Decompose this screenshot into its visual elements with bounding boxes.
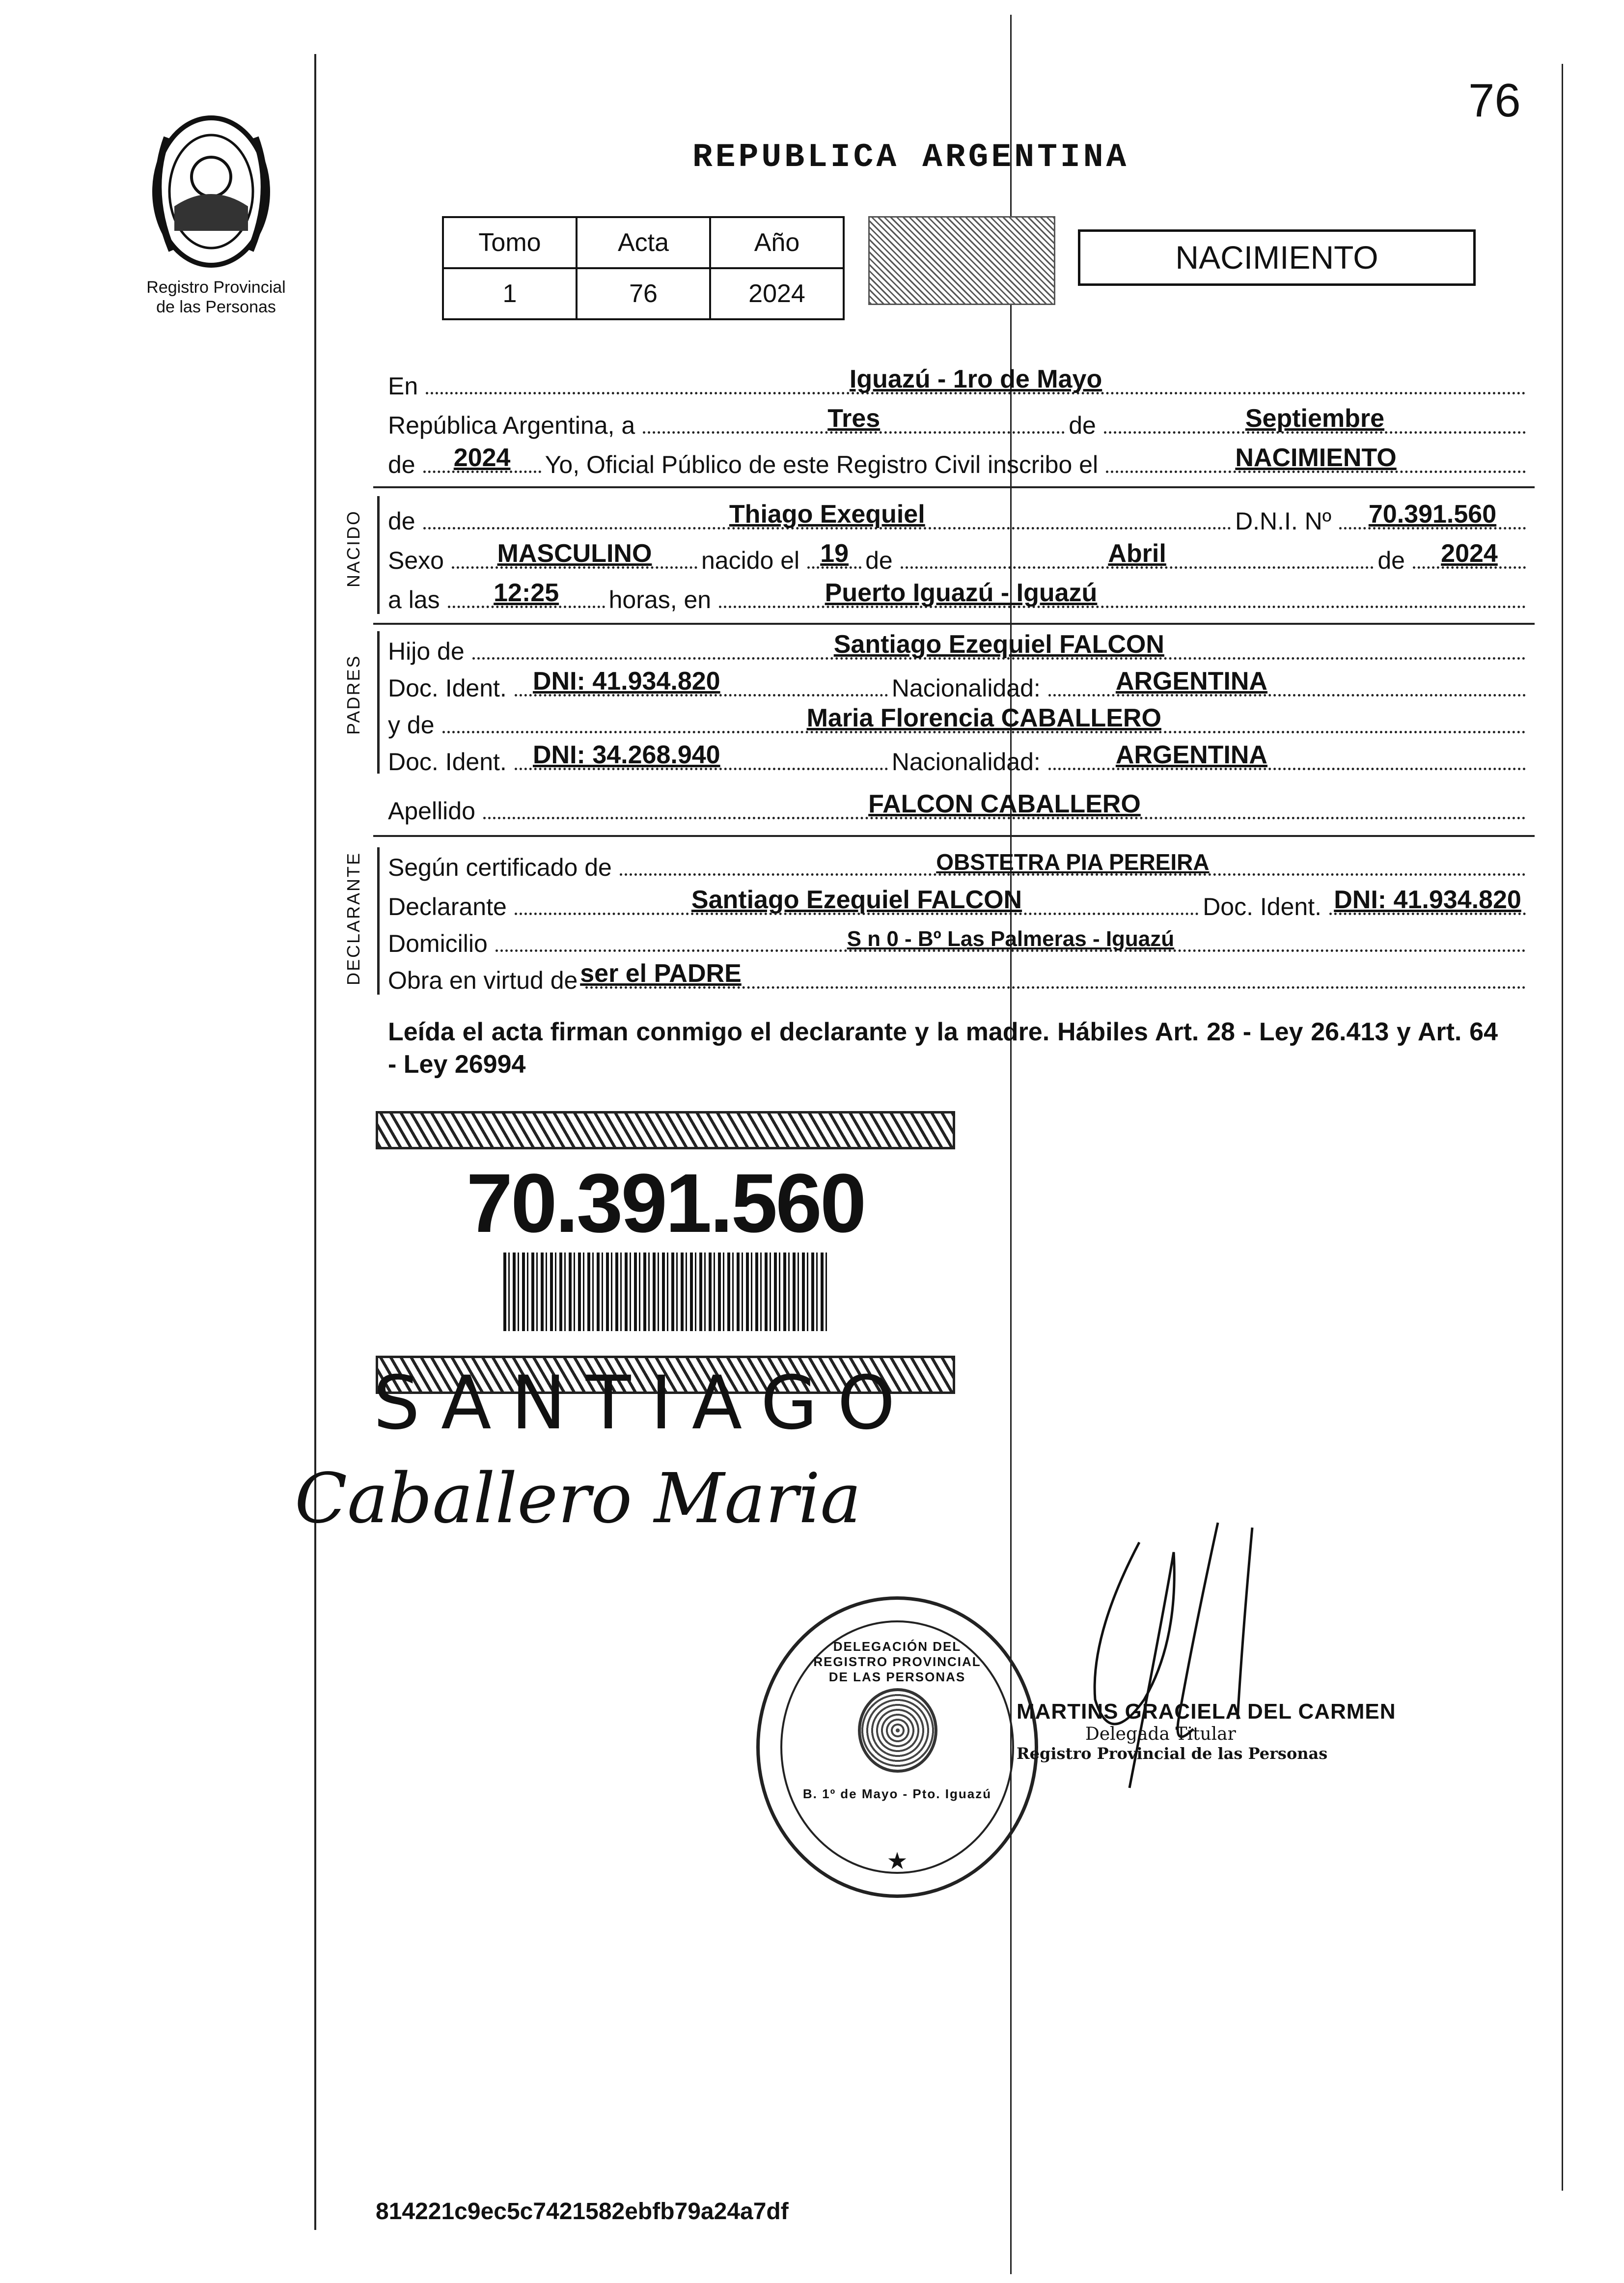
place-of-registry: Iguazú - 1ro de Mayo [849,365,1102,393]
birth-place: Puerto Iguazú - Iguazú [825,579,1098,607]
row-certificate: Según certificado de OBSTETRA PIA PEREIRA [388,847,1530,882]
birth-day: 19 [820,539,849,568]
signatory-org: Registro Provincial de las Personas [1017,1744,1328,1763]
official-seal [756,1596,1038,1898]
section-label-padres: PADRES [343,654,363,735]
row-father: Hijo de Santiago Ezequiel FALCON [388,631,1530,666]
barcode-icon [503,1253,827,1331]
row-domicile: Domicilio S n 0 - Bº Las Palmeras - Iguazú [388,923,1530,958]
fold-line [1010,15,1012,2274]
child-surname: FALCON CABALLERO [868,790,1141,818]
child-sex: MASCULINO [497,539,652,568]
nacido-bracket [377,496,380,614]
row-mother: y de Maria Florencia CABALLERO [388,705,1530,739]
signatory-role: Delegada Titular [1085,1724,1236,1744]
seal-inner-text: B. 1º de Mayo - Pto. Iguazú [802,1786,992,1801]
row-sex-birth: Sexo MASCULINO nacido el 19 de Abril de 2024 [388,540,1530,575]
row-obra: Obra en virtud de ser el PADRE [388,960,1530,995]
misiones-coat-of-arms-icon [138,108,285,275]
declarante-bracket [377,847,380,995]
row-time-place: a las 12:25 horas, en Puerto Iguazú - Iguazú [388,580,1530,614]
divider-2 [373,623,1535,625]
divider-3 [373,835,1535,837]
right-margin-line [1562,64,1563,2191]
act-type-box: NACIMIENTO [1078,229,1476,286]
barcode-number: 70.391.560 [466,1157,865,1250]
row-inscribo: de 2024 Yo, Oficial Público de este Registro Civil inscribo el NACIMIENTO [388,445,1530,479]
seal-star-icon: ★ [886,1848,908,1874]
row-mother-doc: Doc. Ident. DNI: 34.268.940 Nacionalidad: ARGENTINA [388,742,1530,776]
child-dni: 70.391.560 [1368,500,1497,529]
tomo-value: 1 [443,268,577,319]
seal-ring-text: DELEGACIÓN DEL REGISTRO PROVINCIAL DE LAS PERSONAS [813,1639,981,1684]
tomo-header: Tomo [443,217,577,268]
father-name: Santiago Ezequiel FALCON [833,630,1164,659]
security-band-top [376,1111,955,1149]
registry-month: Septiembre [1245,404,1385,433]
divider-1 [373,486,1535,488]
padres-bracket [377,631,380,774]
logo-caption: Registro Provincial de las Personas [146,278,286,316]
row-date: República Argentina, a Tres de Septiembre [388,405,1530,440]
acta-value: 76 [577,268,710,319]
anio-value: 2024 [710,268,844,319]
declarant-capacity: ser el PADRE [580,959,742,988]
document-hash: 814221c9ec5c7421582ebfb79a24a7df [376,2199,789,2225]
document-title: REPUBLICA ARGENTINA [692,139,1129,176]
section-label-declarante: DECLARANTE [343,851,363,985]
row-father-doc: Doc. Ident. DNI: 41.934.820 Nacionalidad: ARGENTINA [388,668,1530,702]
section-label-nacido: NACIDO [343,509,363,587]
signatory-block [1017,1699,1396,1763]
child-name: Thiago Exequiel [729,500,925,529]
mother-doc: DNI: 34.268.940 [533,741,720,769]
registry-year: 2024 [453,444,511,472]
reference-table [442,216,845,320]
anio-header: Año [710,217,844,268]
mother-nationality: ARGENTINA [1115,741,1267,769]
father-nationality: ARGENTINA [1115,667,1267,696]
birth-year: 2024 [1441,539,1498,568]
birth-month: Abril [1108,539,1166,568]
declarant-domicile: S n 0 - Bº Las Palmeras - Iguazú [847,927,1175,951]
declarant-doc: DNI: 41.934.820 [1334,886,1521,914]
birth-time: 12:25 [494,579,559,607]
act-kind: NACIMIENTO [1235,444,1397,472]
barcode-block [376,1111,955,1394]
signatory-name: MARTINS GRACIELA DEL CARMEN [1017,1699,1396,1724]
row-surname: Apellido FALCON CABALLERO [388,791,1530,825]
father-doc: DNI: 41.934.820 [533,667,720,696]
row-declarant: Declarante Santiago Ezequiel FALCON Doc. Ident. DNI: 41.934.820 [388,887,1530,921]
left-margin-line [314,54,316,2230]
legal-text: Leída el acta firman conmigo el declarante y la madre. Hábiles Art. 28 - Ley 26.413 y Art. 64 - Ley 26994 [388,1018,1498,1079]
row-child-name: de Thiago Exequiel D.N.I. Nº 70.391.560 [388,501,1530,535]
page-number: 76 [1468,74,1521,127]
row-en: En Iguazú - 1ro de Mayo [388,366,1530,400]
acta-header: Acta [577,217,710,268]
mother-name: Maria Florencia CABALLERO [806,704,1161,732]
handwritten-signature-mother: Caballero Maria [295,1459,861,1539]
certificate-issuer: OBSTETRA PIA PEREIRA [936,849,1210,875]
declarant-name: Santiago Ezequiel FALCON [691,886,1022,914]
registry-day: Tres [827,404,881,433]
security-stamp-icon [868,216,1055,305]
seal-coat-of-arms-icon [858,1688,937,1773]
handwritten-signature-father: SANTIAGO [373,1361,915,1446]
